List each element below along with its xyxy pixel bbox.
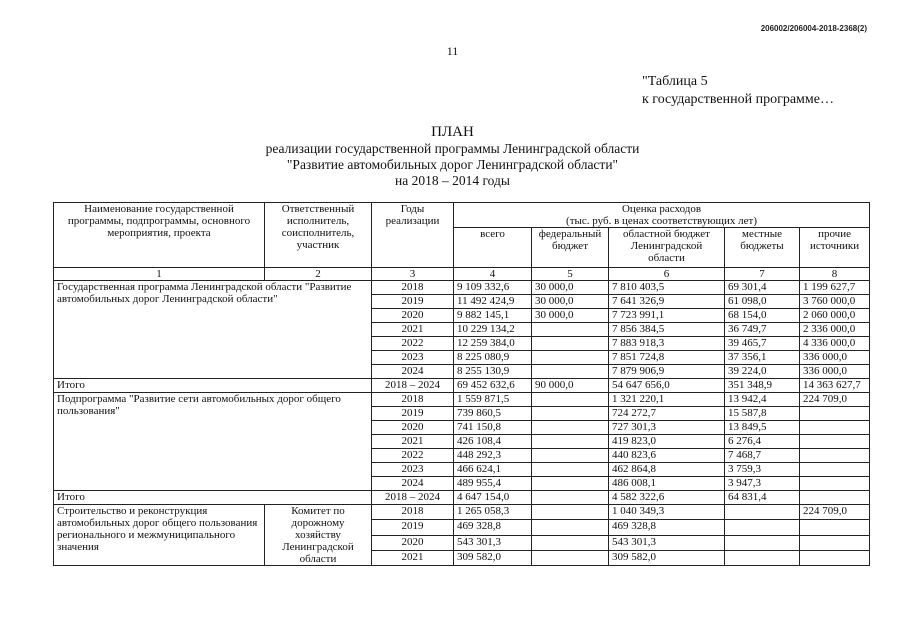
row-regional: 7 723 991,1 bbox=[609, 309, 725, 323]
total-label: Итого bbox=[54, 379, 372, 393]
header-estimate-title: Оценка расходов bbox=[621, 203, 702, 215]
row-local: 13 849,5 bbox=[725, 421, 800, 435]
header-total: всего bbox=[454, 228, 532, 268]
row-year: 2018 bbox=[372, 393, 454, 407]
row-year: 2024 bbox=[372, 365, 454, 379]
row-year: 2018 bbox=[372, 505, 454, 520]
row-year: 2019 bbox=[372, 407, 454, 421]
row-regional: 419 823,0 bbox=[609, 435, 725, 449]
row-regional: 7 883 918,3 bbox=[609, 337, 725, 351]
column-index-cell: 3 bbox=[372, 268, 454, 281]
total-total: 69 452 632,6 bbox=[454, 379, 532, 393]
row-other: 4 336 000,0 bbox=[800, 337, 870, 351]
row-year: 2022 bbox=[372, 449, 454, 463]
row-name: Подпрограмма "Развитие сети автомобильных дорог общего пользования" bbox=[54, 393, 372, 491]
row-local: 39 224,0 bbox=[725, 365, 800, 379]
row-local bbox=[725, 550, 800, 565]
row-federal: 30 000,0 bbox=[532, 281, 609, 295]
total-regional: 54 647 656,0 bbox=[609, 379, 725, 393]
table-reference-line: "Таблица 5 bbox=[642, 74, 708, 89]
row-local bbox=[725, 520, 800, 535]
header-estimate-unit: (тыс. руб. в ценах соответствующих лет) bbox=[566, 215, 757, 227]
plan-heading bbox=[0, 124, 905, 189]
row-year: 2022 bbox=[372, 337, 454, 351]
row-regional: 462 864,8 bbox=[609, 463, 725, 477]
total-years: 2018 – 2024 bbox=[372, 491, 454, 505]
header-responsible: Ответственный исполнитель, соисполнитель, участник bbox=[265, 203, 372, 268]
row-total: 426 108,4 bbox=[454, 435, 532, 449]
row-year: 2020 bbox=[372, 309, 454, 323]
total-federal bbox=[532, 491, 609, 505]
row-local: 15 587,8 bbox=[725, 407, 800, 421]
row-federal bbox=[532, 407, 609, 421]
row-total: 741 150,8 bbox=[454, 421, 532, 435]
total-local: 64 831,4 bbox=[725, 491, 800, 505]
column-index-cell: 5 bbox=[532, 268, 609, 281]
plan-subtitle-line: реализации государственной программы Ленинградской области bbox=[265, 141, 640, 156]
row-federal bbox=[532, 421, 609, 435]
row-other: 224 709,0 bbox=[800, 393, 870, 407]
document-id: 206002/206004-2018-2368(2) bbox=[760, 24, 867, 33]
row-local: 69 301,4 bbox=[725, 281, 800, 295]
row-federal bbox=[532, 550, 609, 565]
row-total: 8 225 080,9 bbox=[454, 351, 532, 365]
header-federal: федеральный бюджет bbox=[532, 228, 609, 268]
table-reference bbox=[642, 73, 834, 109]
row-total: 448 292,3 bbox=[454, 449, 532, 463]
row-regional: 7 851 724,8 bbox=[609, 351, 725, 365]
row-total: 1 559 871,5 bbox=[454, 393, 532, 407]
row-federal bbox=[532, 365, 609, 379]
row-year: 2021 bbox=[372, 323, 454, 337]
row-other: 336 000,0 bbox=[800, 351, 870, 365]
row-name: Государственная программа Ленинградской области "Развитие автомобильных дорог Ленинградской области" bbox=[54, 281, 372, 379]
row-regional: 309 582,0 bbox=[609, 550, 725, 565]
table-row bbox=[54, 505, 870, 520]
row-local: 3 947,3 bbox=[725, 477, 800, 491]
total-total: 4 647 154,0 bbox=[454, 491, 532, 505]
row-federal bbox=[532, 337, 609, 351]
row-year: 2023 bbox=[372, 351, 454, 365]
total-row bbox=[54, 491, 870, 505]
row-total: 309 582,0 bbox=[454, 550, 532, 565]
row-regional: 727 301,3 bbox=[609, 421, 725, 435]
plan-subtitle-line: на 2018 – 2014 годы bbox=[395, 173, 510, 188]
row-regional: 724 272,7 bbox=[609, 407, 725, 421]
row-other: 3 760 000,0 bbox=[800, 295, 870, 309]
plan-table bbox=[53, 202, 870, 566]
row-other bbox=[800, 449, 870, 463]
row-year: 2024 bbox=[372, 477, 454, 491]
row-local: 7 468,7 bbox=[725, 449, 800, 463]
plan-subtitle-line: "Развитие автомобильных дорог Ленинградской области" bbox=[286, 157, 619, 172]
row-local: 6 276,4 bbox=[725, 435, 800, 449]
row-federal bbox=[532, 449, 609, 463]
total-regional: 4 582 322,6 bbox=[609, 491, 725, 505]
row-total: 543 301,3 bbox=[454, 535, 532, 550]
row-year: 2019 bbox=[372, 520, 454, 535]
row-regional: 440 823,6 bbox=[609, 449, 725, 463]
row-other: 2 336 000,0 bbox=[800, 323, 870, 337]
row-federal: 30 000,0 bbox=[532, 295, 609, 309]
row-federal bbox=[532, 351, 609, 365]
row-other bbox=[800, 520, 870, 535]
column-index-cell: 6 bbox=[609, 268, 725, 281]
row-regional: 486 008,1 bbox=[609, 477, 725, 491]
column-index-cell: 8 bbox=[800, 268, 870, 281]
row-total: 489 955,4 bbox=[454, 477, 532, 491]
row-federal bbox=[532, 393, 609, 407]
row-other bbox=[800, 477, 870, 491]
row-local bbox=[725, 505, 800, 520]
row-year: 2020 bbox=[372, 535, 454, 550]
row-other: 1 199 627,7 bbox=[800, 281, 870, 295]
row-local: 68 154,0 bbox=[725, 309, 800, 323]
header-other: прочие источники bbox=[800, 228, 870, 268]
row-other bbox=[800, 435, 870, 449]
column-index-cell: 7 bbox=[725, 268, 800, 281]
row-total: 10 229 134,2 bbox=[454, 323, 532, 337]
row-total: 12 259 384,0 bbox=[454, 337, 532, 351]
row-year: 2023 bbox=[372, 463, 454, 477]
row-other bbox=[800, 421, 870, 435]
total-other: 14 363 627,7 bbox=[800, 379, 870, 393]
row-federal bbox=[532, 477, 609, 491]
row-year: 2019 bbox=[372, 295, 454, 309]
plan-title: ПЛАН bbox=[431, 124, 474, 140]
table-reference-line: к государственной программе… bbox=[642, 92, 834, 107]
header-local: местные бюджеты bbox=[725, 228, 800, 268]
row-other bbox=[800, 535, 870, 550]
row-total: 11 492 424,9 bbox=[454, 295, 532, 309]
table-row bbox=[54, 393, 870, 407]
total-label: Итого bbox=[54, 491, 372, 505]
header-years: Годы реализации bbox=[372, 203, 454, 268]
row-federal bbox=[532, 535, 609, 550]
row-regional: 7 810 403,5 bbox=[609, 281, 725, 295]
row-regional: 7 641 326,9 bbox=[609, 295, 725, 309]
row-total: 9 882 145,1 bbox=[454, 309, 532, 323]
row-year: 2021 bbox=[372, 550, 454, 565]
header-regional: областной бюджет Ленинградской области bbox=[609, 228, 725, 268]
total-local: 351 348,9 bbox=[725, 379, 800, 393]
row-total: 739 860,5 bbox=[454, 407, 532, 421]
row-total: 466 624,1 bbox=[454, 463, 532, 477]
row-local: 37 356,1 bbox=[725, 351, 800, 365]
row-year: 2020 bbox=[372, 421, 454, 435]
row-total: 9 109 332,6 bbox=[454, 281, 532, 295]
column-index-cell: 4 bbox=[454, 268, 532, 281]
row-total: 1 265 058,3 bbox=[454, 505, 532, 520]
row-regional: 469 328,8 bbox=[609, 520, 725, 535]
column-index-cell: 1 bbox=[54, 268, 265, 281]
row-federal: 30 000,0 bbox=[532, 309, 609, 323]
row-other bbox=[800, 407, 870, 421]
row-federal bbox=[532, 435, 609, 449]
row-local: 3 759,3 bbox=[725, 463, 800, 477]
row-local: 61 098,0 bbox=[725, 295, 800, 309]
row-regional: 1 321 220,1 bbox=[609, 393, 725, 407]
row-federal bbox=[532, 323, 609, 337]
row-year: 2021 bbox=[372, 435, 454, 449]
page-number: 11 bbox=[446, 44, 459, 58]
row-other: 2 060 000,0 bbox=[800, 309, 870, 323]
row-name: Строительство и реконструкция автомобильных дорог общего пользования регионального и межмуниципального значения bbox=[54, 505, 265, 566]
row-year: 2018 bbox=[372, 281, 454, 295]
row-federal bbox=[532, 463, 609, 477]
row-total: 469 328,8 bbox=[454, 520, 532, 535]
total-years: 2018 – 2024 bbox=[372, 379, 454, 393]
row-federal bbox=[532, 520, 609, 535]
header-estimate bbox=[454, 203, 870, 228]
row-other: 224 709,0 bbox=[800, 505, 870, 520]
row-regional: 543 301,3 bbox=[609, 535, 725, 550]
row-regional: 1 040 349,3 bbox=[609, 505, 725, 520]
total-other bbox=[800, 491, 870, 505]
row-total: 8 255 130,9 bbox=[454, 365, 532, 379]
row-local: 39 465,7 bbox=[725, 337, 800, 351]
row-federal bbox=[532, 505, 609, 520]
total-federal: 90 000,0 bbox=[532, 379, 609, 393]
row-local bbox=[725, 535, 800, 550]
row-local: 13 942,4 bbox=[725, 393, 800, 407]
total-row bbox=[54, 379, 870, 393]
row-local: 36 749,7 bbox=[725, 323, 800, 337]
row-responsible: Комитет по дорожному хозяйству Ленинградской области bbox=[265, 505, 372, 566]
row-other: 336 000,0 bbox=[800, 365, 870, 379]
column-index-row bbox=[54, 268, 870, 281]
row-regional: 7 879 906,9 bbox=[609, 365, 725, 379]
table-row bbox=[54, 281, 870, 295]
column-index-cell: 2 bbox=[265, 268, 372, 281]
header-name: Наименование государственной программы, подпрограммы, основного мероприятия, проекта bbox=[54, 203, 265, 268]
row-other bbox=[800, 463, 870, 477]
row-other bbox=[800, 550, 870, 565]
row-regional: 7 856 384,5 bbox=[609, 323, 725, 337]
